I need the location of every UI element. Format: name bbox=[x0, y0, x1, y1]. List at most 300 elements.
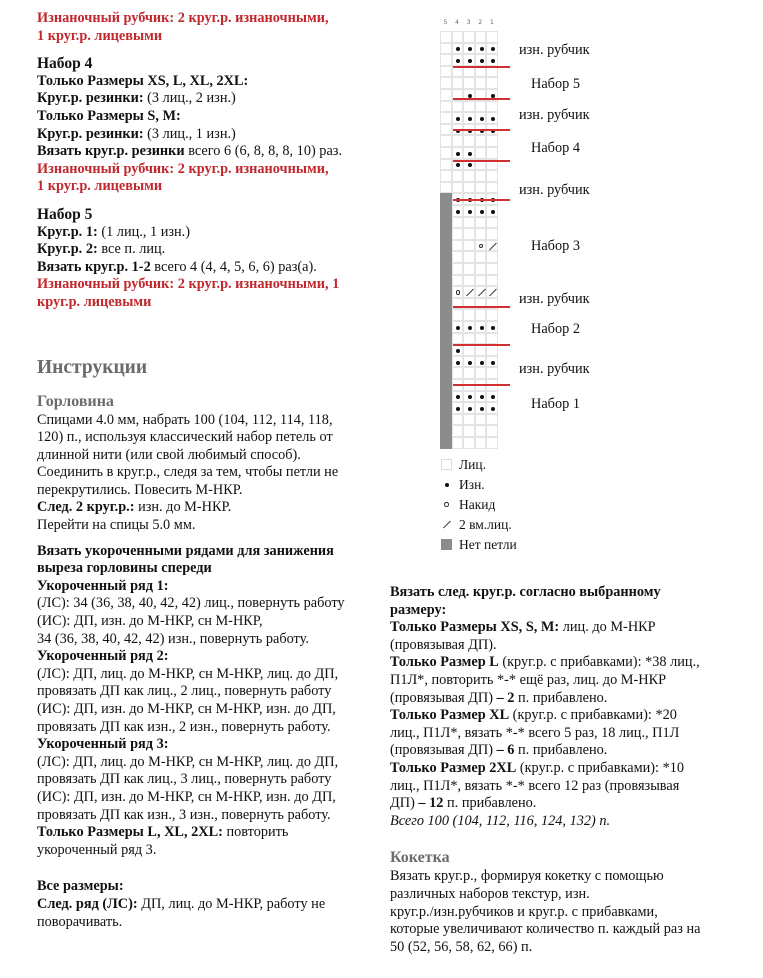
chart-cell bbox=[463, 402, 475, 414]
set4-rib-1 bbox=[37, 90, 382, 108]
chart-cell bbox=[440, 321, 452, 333]
chart-cell bbox=[452, 54, 464, 66]
purl-dot-icon bbox=[456, 210, 460, 214]
chart-cell bbox=[463, 43, 475, 55]
chart-cell bbox=[486, 275, 498, 287]
set5-row-1-text: (1 лиц., 1 изн.) bbox=[97, 223, 190, 240]
yarn-over-circle-icon bbox=[456, 290, 461, 295]
set5-purl-rib-1: Изнаночный рубчик: 2 круг.р. изнаночными, 1 bbox=[37, 276, 340, 293]
chart-cell bbox=[486, 182, 498, 194]
purl-dot-icon bbox=[456, 117, 460, 121]
chart-cell bbox=[475, 101, 487, 113]
chart-cell bbox=[463, 205, 475, 217]
chart-cell bbox=[440, 333, 452, 345]
only-sizes-text: повторить bbox=[222, 824, 289, 841]
chart-cell bbox=[452, 321, 464, 333]
chart-cell bbox=[452, 31, 464, 43]
chart-cell bbox=[452, 112, 464, 124]
chart-cell bbox=[475, 182, 487, 194]
total-stitches: Всего 100 (104, 112, 116, 124, 132) п. bbox=[390, 812, 611, 829]
chart-label-set-3: Набор 3 bbox=[531, 238, 580, 254]
chart-cell bbox=[440, 159, 452, 171]
chart-cell bbox=[440, 263, 452, 275]
chart-cell bbox=[463, 77, 475, 89]
purl-dot-icon bbox=[468, 47, 472, 51]
chart-cell bbox=[463, 414, 475, 426]
short-row-3-title: Укороченный ряд 3: bbox=[37, 736, 169, 753]
chart-cell bbox=[486, 402, 498, 414]
chart-cell bbox=[440, 402, 452, 414]
purl-dot-icon bbox=[456, 361, 460, 365]
chart-cell bbox=[440, 356, 452, 368]
chart-column-number: 3 bbox=[466, 19, 471, 26]
chart-cell bbox=[463, 425, 475, 437]
chart-cell bbox=[452, 356, 464, 368]
set4-purl-rib-1: Изнаночный рубчик: 2 круг.р. изнаночными, bbox=[37, 160, 329, 177]
knit-square-icon bbox=[441, 459, 452, 470]
chart-label-rib-5: изн. рубчик bbox=[519, 361, 590, 377]
neck-line-2: 120) п., используя классический набор петель от bbox=[37, 429, 333, 446]
size-2xl-line-3-b: – 12 bbox=[418, 795, 444, 812]
purl-dot-icon bbox=[456, 152, 460, 156]
purl-dot-icon bbox=[456, 395, 460, 399]
set5-row-2 bbox=[37, 241, 382, 259]
chart-cell bbox=[475, 437, 487, 449]
size-xl-line-3 bbox=[390, 742, 738, 760]
chart-label-set-2: Набор 2 bbox=[531, 321, 580, 337]
size-l-line-3-c: п. прибавлено. bbox=[514, 689, 608, 706]
short-row-3-line-4: провязать ДП как изн., 3 изн., повернуть работу. bbox=[37, 806, 331, 823]
chart-cell bbox=[475, 263, 487, 275]
chart-cell bbox=[452, 240, 464, 252]
left-column bbox=[37, 10, 382, 931]
chart-cell bbox=[463, 240, 475, 252]
purl-rib-line-1: Изнаночный рубчик: 2 круг.р. изнаночными, bbox=[37, 10, 329, 26]
short-row-1-title: Укороченный ряд 1: bbox=[37, 577, 169, 594]
chart-cell bbox=[440, 112, 452, 124]
chart-cell bbox=[452, 414, 464, 426]
purl-dot-icon bbox=[456, 59, 460, 63]
purl-dot-icon bbox=[468, 326, 472, 330]
chart-cell bbox=[440, 182, 452, 194]
chart-cell bbox=[440, 379, 452, 391]
size-l bbox=[390, 654, 738, 672]
short-rows-heading-1: Вязать укороченными рядами для занижения bbox=[37, 542, 334, 559]
size-2xl-line-3-c: п. прибавлено. bbox=[443, 795, 537, 812]
short-row-3-line-3: (ИС): ДП, изн. до М-НКР, сн М-НКР, изн. до ДП, bbox=[37, 788, 336, 805]
purl-dot-icon bbox=[491, 395, 495, 399]
chart-cell bbox=[440, 414, 452, 426]
purl-dot-icon bbox=[468, 152, 472, 156]
sizes-xs-s-m-label: Только Размеры XS, S, M: bbox=[390, 619, 560, 636]
chart-cell bbox=[463, 101, 475, 113]
size-2xl-line-2: лиц., П1Л*, вязать *-* всего 12 раз (провязывая bbox=[390, 777, 680, 794]
purl-dot-icon bbox=[491, 210, 495, 214]
size-xl-line-3-a: (провязывая ДП) bbox=[390, 742, 497, 759]
chart-cell bbox=[486, 263, 498, 275]
chart-cell bbox=[440, 193, 452, 205]
purl-dot-icon bbox=[491, 407, 495, 411]
purl-dot-icon bbox=[456, 163, 460, 167]
size-2xl bbox=[390, 760, 738, 778]
chart-cell bbox=[440, 425, 452, 437]
chart-cell bbox=[486, 147, 498, 159]
k2tog-slash-icon bbox=[489, 289, 497, 297]
chart-cell bbox=[486, 414, 498, 426]
purl-dot-icon bbox=[468, 395, 472, 399]
chart-cell bbox=[486, 437, 498, 449]
chart-cell bbox=[440, 77, 452, 89]
chart-cell bbox=[475, 170, 487, 182]
chart-cell bbox=[463, 275, 475, 287]
chart-cell bbox=[486, 309, 498, 321]
only-sizes-label: Только Размеры L, XL, 2XL: bbox=[37, 824, 223, 841]
chart-cell bbox=[486, 367, 498, 379]
yarn-over-circle-icon bbox=[441, 499, 452, 510]
chart-cell bbox=[440, 89, 452, 101]
chart-cell bbox=[440, 147, 452, 159]
chart-cell bbox=[440, 344, 452, 356]
chart-cell bbox=[486, 251, 498, 263]
chart-cell bbox=[452, 437, 464, 449]
short-rows-heading-2: выреза горловины спереди bbox=[37, 560, 212, 577]
chart-cell bbox=[463, 182, 475, 194]
neck-line-1: Спицами 4.0 мм, набрать 100 (104, 112, 114, 118, bbox=[37, 411, 333, 428]
chart-label-rib-3: изн. рубчик bbox=[519, 182, 590, 198]
purl-dot-icon bbox=[468, 210, 472, 214]
purl-dot-icon bbox=[456, 326, 460, 330]
set4-rib-1-text: (3 лиц., 2 изн.) bbox=[143, 90, 236, 107]
set4-title: Набор 4 bbox=[37, 55, 93, 73]
legend-no-stitch-label: Нет петли bbox=[459, 537, 517, 552]
chart-cell bbox=[452, 309, 464, 321]
chart-cell bbox=[440, 309, 452, 321]
chart-cell bbox=[475, 135, 487, 147]
chart-cell bbox=[452, 367, 464, 379]
short-row-3-line-1: (ЛС): ДП, лиц. до М-НКР, сн М-НКР, лиц. до ДП, bbox=[37, 753, 339, 770]
size-l-line-3-a: (провязывая ДП) bbox=[390, 689, 497, 706]
size-l-text: (круг.р. с прибавками): *38 лиц., bbox=[498, 654, 700, 671]
chart-cell bbox=[440, 286, 452, 298]
sizes-xs-s-m-text: лиц. до М-НКР bbox=[559, 619, 656, 636]
chart-cell bbox=[463, 263, 475, 275]
chart-cell bbox=[463, 147, 475, 159]
size-xl-line-3-c: п. прибавлено. bbox=[514, 742, 608, 759]
set5-title: Набор 5 bbox=[37, 205, 93, 223]
neck-line-3: длинной нити (или свой любимый способ). bbox=[37, 446, 301, 463]
yarn-over-circle-icon bbox=[479, 244, 484, 249]
chart-cell bbox=[452, 228, 464, 240]
chart-cell bbox=[440, 135, 452, 147]
short-row-2-title: Укороченный ряд 2: bbox=[37, 648, 169, 665]
purl-dot-icon bbox=[491, 326, 495, 330]
chart-cell bbox=[463, 333, 475, 345]
set5-row-2-label: Круг.р. 2: bbox=[37, 241, 98, 258]
purl-dot-icon bbox=[491, 117, 495, 121]
chart-cell bbox=[486, 356, 498, 368]
chart-red-divider bbox=[453, 344, 510, 346]
chart-cell bbox=[463, 437, 475, 449]
chart-label-rib-4: изн. рубчик bbox=[519, 291, 590, 307]
chart-cell bbox=[452, 251, 464, 263]
chart-cell bbox=[463, 228, 475, 240]
set4-knit-text: всего 6 (6, 8, 8, 8, 10) раз. bbox=[184, 143, 343, 160]
set4-rib-2-text: (3 лиц., 1 изн.) bbox=[143, 125, 236, 142]
chart-cell bbox=[440, 31, 452, 43]
chart-cell bbox=[440, 54, 452, 66]
purl-dot-icon bbox=[491, 47, 495, 51]
chart-cell bbox=[452, 275, 464, 287]
chart-cell bbox=[475, 54, 487, 66]
only-sizes-line-2: укороченный ряд 3. bbox=[37, 841, 157, 858]
chart-red-divider bbox=[453, 306, 510, 308]
chart-cell bbox=[452, 391, 464, 403]
chart-cell bbox=[475, 31, 487, 43]
k2tog-slash-icon bbox=[478, 289, 486, 297]
chart-cell bbox=[475, 205, 487, 217]
size-xl-text: (круг.р. с прибавками): *20 bbox=[509, 707, 677, 724]
chart-cell bbox=[475, 275, 487, 287]
chart-cell bbox=[486, 101, 498, 113]
set5-knit-label: Вязать круг.р. 1-2 bbox=[37, 258, 151, 275]
chart-cell bbox=[463, 217, 475, 229]
chart-cell bbox=[452, 402, 464, 414]
chart-cell bbox=[463, 367, 475, 379]
chart-cell bbox=[452, 147, 464, 159]
purl-dot-icon bbox=[480, 326, 484, 330]
chart-cell bbox=[486, 240, 498, 252]
chart-cell bbox=[452, 425, 464, 437]
size-xl-label: Только Размер XL bbox=[390, 707, 510, 724]
chart-cell bbox=[486, 391, 498, 403]
chart-cell bbox=[463, 286, 475, 298]
purl-dot-icon bbox=[480, 47, 484, 51]
size-xl-line-3-b: – 6 bbox=[496, 742, 515, 759]
purl-dot-icon bbox=[456, 407, 460, 411]
short-row-1-line-3: 34 (36, 38, 40, 42, 42) изн., повернуть работу. bbox=[37, 630, 309, 647]
purl-dot-icon bbox=[468, 407, 472, 411]
k2tog-slash-icon bbox=[489, 242, 497, 250]
next-row-line bbox=[37, 896, 382, 914]
chart-cell bbox=[452, 43, 464, 55]
instructions-heading: Инструкции bbox=[37, 356, 148, 378]
yoke-line-5: 50 (52, 56, 58, 62, 66) п. bbox=[390, 938, 533, 955]
chart-cell bbox=[440, 205, 452, 217]
set5-knit-text: всего 4 (4, 4, 5, 6, 6) раз(а). bbox=[150, 258, 317, 275]
chart-cell bbox=[486, 321, 498, 333]
all-sizes-heading: Все размеры: bbox=[37, 878, 124, 895]
chart-cell bbox=[440, 275, 452, 287]
set4-only-sizes-2: Только Размеры S, M: bbox=[37, 107, 181, 124]
set4-rib-2 bbox=[37, 126, 382, 144]
neck-line-6-text: изн. до М-НКР. bbox=[134, 499, 232, 516]
set4-rib-2-label: Круг.р. резинки: bbox=[37, 125, 144, 142]
chart-cell bbox=[452, 77, 464, 89]
purl-dot-icon bbox=[480, 407, 484, 411]
chart-cell bbox=[475, 112, 487, 124]
chart-cell bbox=[440, 170, 452, 182]
chart-red-divider bbox=[453, 66, 510, 68]
chart-cell bbox=[486, 135, 498, 147]
purl-dot-icon bbox=[468, 361, 472, 365]
chart-cell bbox=[463, 112, 475, 124]
purl-dot-icon bbox=[480, 59, 484, 63]
next-round-heading-1: Вязать след. круг.р. согласно выбранному bbox=[390, 584, 661, 600]
legend-yo-label: Накид bbox=[459, 497, 496, 512]
chart-cell bbox=[486, 205, 498, 217]
purl-dot-icon bbox=[456, 349, 460, 353]
chart-cell bbox=[452, 286, 464, 298]
chart-cell bbox=[452, 263, 464, 275]
short-row-1-line-2: (ИС): ДП, изн. до М-НКР, сн М-НКР, bbox=[37, 613, 263, 630]
legend-knit-label: Лиц. bbox=[459, 457, 486, 472]
chart-cell bbox=[452, 182, 464, 194]
chart-red-divider bbox=[453, 129, 510, 131]
chart-cell bbox=[475, 367, 487, 379]
chart-cell bbox=[440, 101, 452, 113]
chart-cell bbox=[463, 31, 475, 43]
chart-column-number: 5 bbox=[443, 19, 448, 26]
chart-cell bbox=[475, 286, 487, 298]
chart-label-set-5: Набор 5 bbox=[531, 76, 580, 92]
chart-cell bbox=[452, 217, 464, 229]
chart-red-divider bbox=[453, 384, 510, 386]
chart-cell bbox=[475, 240, 487, 252]
purl-dot-icon bbox=[480, 361, 484, 365]
chart-cell bbox=[440, 217, 452, 229]
purl-dot-icon bbox=[456, 47, 460, 51]
chart-cell bbox=[452, 333, 464, 345]
chart-red-divider bbox=[453, 160, 510, 162]
chart-cell bbox=[475, 321, 487, 333]
chart-column-number: 4 bbox=[455, 19, 459, 26]
chart-cell bbox=[452, 205, 464, 217]
chart-cell bbox=[475, 391, 487, 403]
set4-purl-rib-2: 1 круг.р. лицевыми bbox=[37, 178, 163, 195]
chart-cell bbox=[452, 170, 464, 182]
right-column bbox=[390, 584, 738, 956]
chart-cell bbox=[440, 367, 452, 379]
chart-cell bbox=[475, 309, 487, 321]
yoke-line-3: круг.р./изн.рубчиков и круг.р. с прибавками, bbox=[390, 903, 658, 920]
neck-line-4: Соединить в круг.р., следя за тем, чтобы петли не bbox=[37, 464, 339, 481]
short-row-1-line-1: (ЛС): 34 (36, 38, 40, 42, 42) лиц., повернуть работу bbox=[37, 595, 345, 612]
short-row-3-line-2: провязать ДП как лиц., 3 лиц., повернуть работу bbox=[37, 771, 332, 788]
chart-cell bbox=[486, 333, 498, 345]
chart-cell bbox=[475, 251, 487, 263]
set5-purl-rib-2: круг.р. лицевыми bbox=[37, 293, 152, 310]
sizes-xs-s-m bbox=[390, 619, 738, 637]
set4-knit-label: Вязать круг.р. резинки bbox=[37, 143, 185, 160]
chart-cell bbox=[486, 228, 498, 240]
size-2xl-line-3 bbox=[390, 795, 738, 813]
chart-cell bbox=[463, 391, 475, 403]
chart-cell bbox=[463, 135, 475, 147]
set4-only-sizes-1: Только Размеры XS, L, XL, 2XL: bbox=[37, 72, 249, 89]
chart-cell bbox=[463, 309, 475, 321]
chart-red-divider bbox=[453, 199, 510, 201]
short-row-2-line-3: (ИС): ДП, изн. до М-НКР, сн М-НКР, изн. до ДП, bbox=[37, 701, 336, 717]
chart-label-rib-2: изн. рубчик bbox=[519, 107, 590, 123]
purl-dot-icon bbox=[480, 395, 484, 399]
next-round-heading-2: размеру: bbox=[390, 601, 447, 618]
size-2xl-label: Только Размер 2XL bbox=[390, 759, 517, 776]
purl-dot-icon bbox=[480, 210, 484, 214]
size-l-line-3 bbox=[390, 690, 738, 708]
purl-dot-icon bbox=[491, 59, 495, 63]
purl-dot-icon bbox=[480, 117, 484, 121]
chart-cell bbox=[486, 425, 498, 437]
chart-label-set-4: Набор 4 bbox=[531, 140, 580, 156]
purl-dot-icon bbox=[468, 163, 472, 167]
purl-dot-icon bbox=[468, 59, 472, 63]
chart-cell bbox=[486, 217, 498, 229]
neck-line-5: перекрутились. Повесить М-НКР. bbox=[37, 481, 243, 498]
only-sizes-line bbox=[37, 824, 382, 842]
chart-cell bbox=[486, 54, 498, 66]
chart-cell bbox=[440, 124, 452, 136]
spacer bbox=[37, 535, 382, 543]
neck-line-6 bbox=[37, 499, 382, 517]
size-xl-line-2: лиц., П1Л*, вязать *-* всего 5 раз, 18 лиц., П1Л bbox=[390, 724, 680, 741]
purl-dot-icon bbox=[468, 117, 472, 121]
chart-cell bbox=[486, 286, 498, 298]
chart-cell bbox=[440, 66, 452, 78]
chart-label-set-1: Набор 1 bbox=[531, 396, 580, 412]
chart-cell bbox=[475, 147, 487, 159]
k2tog-slash-icon bbox=[466, 289, 474, 297]
next-row-text: ДП, лиц. до М-НКР, работу не bbox=[137, 895, 326, 912]
neck-line-6-label: След. 2 круг.р.: bbox=[37, 499, 135, 516]
chart-cell bbox=[463, 251, 475, 263]
spacer bbox=[37, 859, 382, 878]
chart-cell bbox=[463, 54, 475, 66]
set5-row-1-label: Круг.р. 1: bbox=[37, 223, 98, 240]
chart-column-number: 1 bbox=[489, 19, 494, 26]
short-row-2-line-1: (ЛС): ДП, лиц. до М-НКР, сн М-НКР, лиц. до ДП, bbox=[37, 665, 339, 682]
set4-rib-1-label: Круг.р. резинки: bbox=[37, 90, 144, 107]
purl-rib-line-2: 1 круг.р. лицевыми bbox=[37, 27, 163, 44]
chart-red-divider bbox=[453, 98, 510, 100]
set5-row-2-text: все п. лиц. bbox=[97, 241, 166, 258]
no-stitch-square-icon bbox=[441, 539, 452, 550]
yoke-line-4: которые увеличивают количество п. каждый раз на bbox=[390, 921, 701, 938]
legend-purl-label: Изн. bbox=[459, 477, 485, 492]
neck-line-7: Перейти на спицы 5.0 мм. bbox=[37, 517, 196, 534]
chart-cell bbox=[486, 112, 498, 124]
purl-dot-icon bbox=[441, 479, 452, 490]
chart-cell bbox=[475, 356, 487, 368]
chart-cell bbox=[440, 298, 452, 310]
chart-column-number: 2 bbox=[478, 19, 483, 26]
chart-cell bbox=[452, 135, 464, 147]
chart-cell bbox=[440, 43, 452, 55]
short-row-2-line-4: провязать ДП как изн., 2 изн., повернуть работу. bbox=[37, 718, 331, 735]
next-row-line-2: поворачивать. bbox=[37, 913, 123, 930]
chart-cell bbox=[440, 228, 452, 240]
size-xl bbox=[390, 707, 738, 725]
chart-label-rib-1: изн. рубчик bbox=[519, 42, 590, 58]
size-l-line-3-b: – 2 bbox=[496, 689, 515, 706]
chart-cell bbox=[486, 77, 498, 89]
short-row-2-line-2: провязать ДП как лиц., 2 лиц., повернуть работу bbox=[37, 683, 332, 700]
chart-cell bbox=[475, 43, 487, 55]
size-l-label: Только Размер L bbox=[390, 654, 499, 671]
chart-cell bbox=[440, 240, 452, 252]
chart-cell bbox=[440, 391, 452, 403]
chart-cell bbox=[486, 170, 498, 182]
chart-cell bbox=[440, 437, 452, 449]
